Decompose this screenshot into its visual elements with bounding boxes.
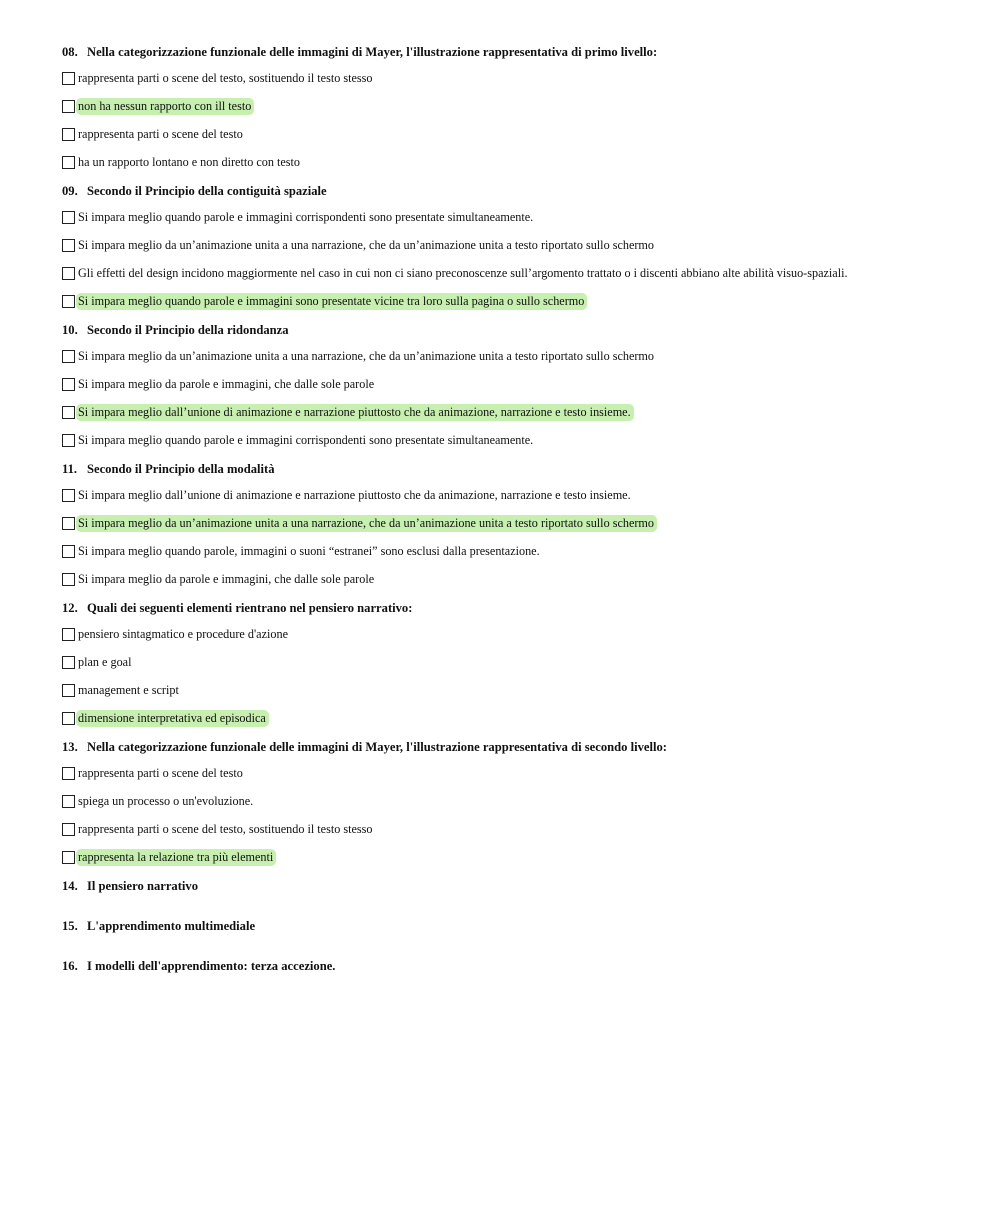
answer-option[interactable] (62, 237, 962, 265)
question-08 (62, 44, 962, 172)
answer-option[interactable] (62, 821, 962, 849)
question-number: 15. (62, 919, 78, 933)
answer-option[interactable] (62, 293, 962, 311)
answer-option[interactable] (62, 710, 962, 728)
answer-option[interactable] (62, 487, 962, 515)
question-16 (62, 958, 962, 974)
question-title: Secondo il Principio della ridondanza (87, 323, 289, 337)
checkbox[interactable] (62, 573, 75, 586)
answer-text: rappresenta parti o scene del testo, sostituendo il testo stesso (78, 71, 373, 85)
answer-option[interactable] (62, 98, 962, 126)
checkbox[interactable] (62, 712, 75, 725)
question-09 (62, 183, 962, 311)
answer-option[interactable] (62, 376, 962, 404)
answer-option[interactable] (62, 209, 962, 237)
answer-text: Si impara meglio da parole e immagini, che dalle sole parole (78, 572, 375, 586)
question-12 (62, 600, 962, 728)
question-10 (62, 322, 962, 450)
question-heading (62, 322, 962, 338)
correct-answer-text: Si impara meglio da un’animazione unita a una narrazione, che da un’animazione unita a testo riportato sullo schermo (76, 515, 657, 532)
correct-answer-text: Si impara meglio dall’unione di animazione e narrazione piuttosto che da animazione, narrazione e testo insieme. (76, 404, 634, 421)
checkbox[interactable] (62, 795, 75, 808)
answer-text: Si impara meglio quando parole e immagini corrispondenti sono presentate simultaneamente. (78, 433, 534, 447)
answer-option[interactable] (62, 154, 962, 172)
answer-text: ha un rapporto lontano e non diretto con testo (78, 155, 301, 169)
question-13 (62, 739, 962, 867)
answer-text: pensiero sintagmatico e procedure d'azione (78, 627, 288, 641)
checkbox[interactable] (62, 823, 75, 836)
answer-text: Si impara meglio da parole e immagini, che dalle sole parole (78, 377, 375, 391)
checkbox[interactable] (62, 517, 75, 530)
correct-answer-text: dimensione interpretativa ed episodica (76, 710, 269, 727)
question-title: I modelli dell'apprendimento: terza accezione. (87, 959, 336, 973)
question-number: 09. (62, 184, 78, 198)
checkbox[interactable] (62, 684, 75, 697)
question-heading (62, 44, 962, 60)
answer-text: Si impara meglio da un’animazione unita a una narrazione, che da un’animazione unita a testo riportato sullo schermo (78, 238, 654, 252)
answer-option[interactable] (62, 765, 962, 793)
correct-answer-text: rappresenta la relazione tra più elementi (76, 849, 276, 866)
answer-option[interactable] (62, 432, 962, 450)
question-number: 14. (62, 879, 78, 893)
checkbox[interactable] (62, 406, 75, 419)
question-title: Nella categorizzazione funzionale delle immagini di Mayer, l'illustrazione rappresentativa di primo livello: (87, 45, 658, 59)
checkbox[interactable] (62, 211, 75, 224)
answer-option[interactable] (62, 348, 962, 376)
question-heading (62, 878, 962, 894)
answer-options (62, 765, 962, 867)
answer-text: rappresenta parti o scene del testo, sostituendo il testo stesso (78, 822, 373, 836)
quiz-page (62, 44, 962, 974)
answer-option[interactable] (62, 70, 962, 98)
question-number: 13. (62, 740, 78, 754)
question-number: 16. (62, 959, 78, 973)
checkbox[interactable] (62, 656, 75, 669)
answer-option[interactable] (62, 654, 962, 682)
answer-text: Si impara meglio da un’animazione unita a una narrazione, che da un’animazione unita a testo riportato sullo schermo (78, 349, 654, 363)
answer-option[interactable] (62, 849, 962, 867)
answer-text: Gli effetti del design incidono maggiormente nel caso in cui non ci siano preconoscenze sull’argomento trattato o i discenti abbiano alte abilità visuo-spaziali. (78, 266, 848, 280)
checkbox[interactable] (62, 628, 75, 641)
answer-options (62, 348, 962, 450)
checkbox[interactable] (62, 156, 75, 169)
answer-options (62, 70, 962, 172)
question-heading (62, 918, 962, 934)
question-heading (62, 739, 962, 755)
correct-answer-text: Si impara meglio quando parole e immagini sono presentate vicine tra loro sulla pagina o sullo schermo (76, 293, 587, 310)
correct-answer-text: non ha nessun rapporto con ill testo (76, 98, 254, 115)
checkbox[interactable] (62, 545, 75, 558)
question-title: Quali dei seguenti elementi rientrano nel pensiero narrativo: (87, 601, 413, 615)
question-number: 11. (62, 462, 78, 476)
checkbox[interactable] (62, 267, 75, 280)
question-heading (62, 183, 962, 199)
answer-options (62, 626, 962, 728)
checkbox[interactable] (62, 851, 75, 864)
answer-option[interactable] (62, 515, 962, 543)
question-number: 12. (62, 601, 78, 615)
answer-text: spiega un processo o un'evoluzione. (78, 794, 254, 808)
answer-option[interactable] (62, 682, 962, 710)
question-title: Secondo il Principio della contiguità spaziale (87, 184, 327, 198)
checkbox[interactable] (62, 434, 75, 447)
checkbox[interactable] (62, 295, 75, 308)
answer-text: rappresenta parti o scene del testo (78, 127, 243, 141)
question-heading (62, 461, 962, 477)
question-title: Secondo il Principio della modalità (87, 462, 275, 476)
answer-option[interactable] (62, 265, 962, 293)
answer-option[interactable] (62, 626, 962, 654)
answer-option[interactable] (62, 793, 962, 821)
answer-text: rappresenta parti o scene del testo (78, 766, 243, 780)
checkbox[interactable] (62, 350, 75, 363)
answer-option[interactable] (62, 126, 962, 154)
checkbox[interactable] (62, 72, 75, 85)
checkbox[interactable] (62, 767, 75, 780)
answer-text: Si impara meglio quando parole, immagini o suoni “estranei” sono esclusi dalla presentazione. (78, 544, 540, 558)
question-number: 10. (62, 323, 78, 337)
question-15 (62, 918, 962, 934)
checkbox[interactable] (62, 378, 75, 391)
answer-option[interactable] (62, 404, 962, 432)
checkbox[interactable] (62, 100, 75, 113)
answer-option[interactable] (62, 571, 962, 589)
question-title: L'apprendimento multimediale (87, 919, 256, 933)
checkbox[interactable] (62, 239, 75, 252)
answer-options (62, 487, 962, 589)
checkbox[interactable] (62, 128, 75, 141)
checkbox[interactable] (62, 489, 75, 502)
answer-option[interactable] (62, 543, 962, 571)
answer-options (62, 209, 962, 311)
answer-text: Si impara meglio dall’unione di animazione e narrazione piuttosto che da animazione, narrazione e testo insieme. (78, 488, 631, 502)
question-heading (62, 958, 962, 974)
question-title: Nella categorizzazione funzionale delle immagini di Mayer, l'illustrazione rappresentativa di secondo livello: (87, 740, 667, 754)
question-14 (62, 878, 962, 894)
question-title: Il pensiero narrativo (87, 879, 199, 893)
question-heading (62, 600, 962, 616)
answer-text: Si impara meglio quando parole e immagini corrispondenti sono presentate simultaneamente. (78, 210, 534, 224)
question-number: 08. (62, 45, 78, 59)
answer-text: management e script (78, 683, 179, 697)
answer-text: plan e goal (78, 655, 132, 669)
question-11 (62, 461, 962, 589)
